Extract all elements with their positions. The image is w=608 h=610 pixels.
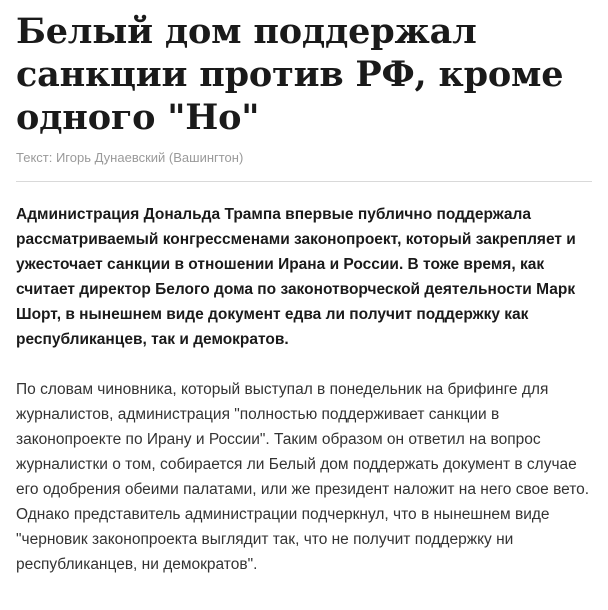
divider bbox=[16, 181, 592, 182]
article-paragraph: По словам чиновника, который выступал в понедельник на брифинге для журналистов, администрация "полностью поддерживает санкции в законопроекте по Ирану и России". Таким образом он ответил на вопрос журналистки о том, собирается ли Белый дом поддержать документ в случае его одобрения обеими палатами, или же президент наложит на него свое вето. Однако представитель администрации подчеркнул, что в нынешнем виде "черновик законопроекта выглядит так, что не получит поддержку ни республиканцев, ни демократов". bbox=[16, 381, 590, 573]
article-lead: Администрация Дональда Трампа впервые публично поддержала рассматриваемый конгрессменами законопроект, который закрепляет и ужесточает санкции в отношении Ирана и России. В тоже время, как считает директор Белого дома по законотворческой деятельности Марк Шорт, в нынешнем виде документ едва ли получит поддержку как республиканцев, так и демократов. bbox=[16, 206, 576, 348]
article-headline: Белый дом поддержал санкции против РФ, кроме одного "Но" bbox=[16, 11, 564, 138]
article-author: Текст: Игорь Дунаевский (Вашингтон) bbox=[16, 150, 244, 165]
